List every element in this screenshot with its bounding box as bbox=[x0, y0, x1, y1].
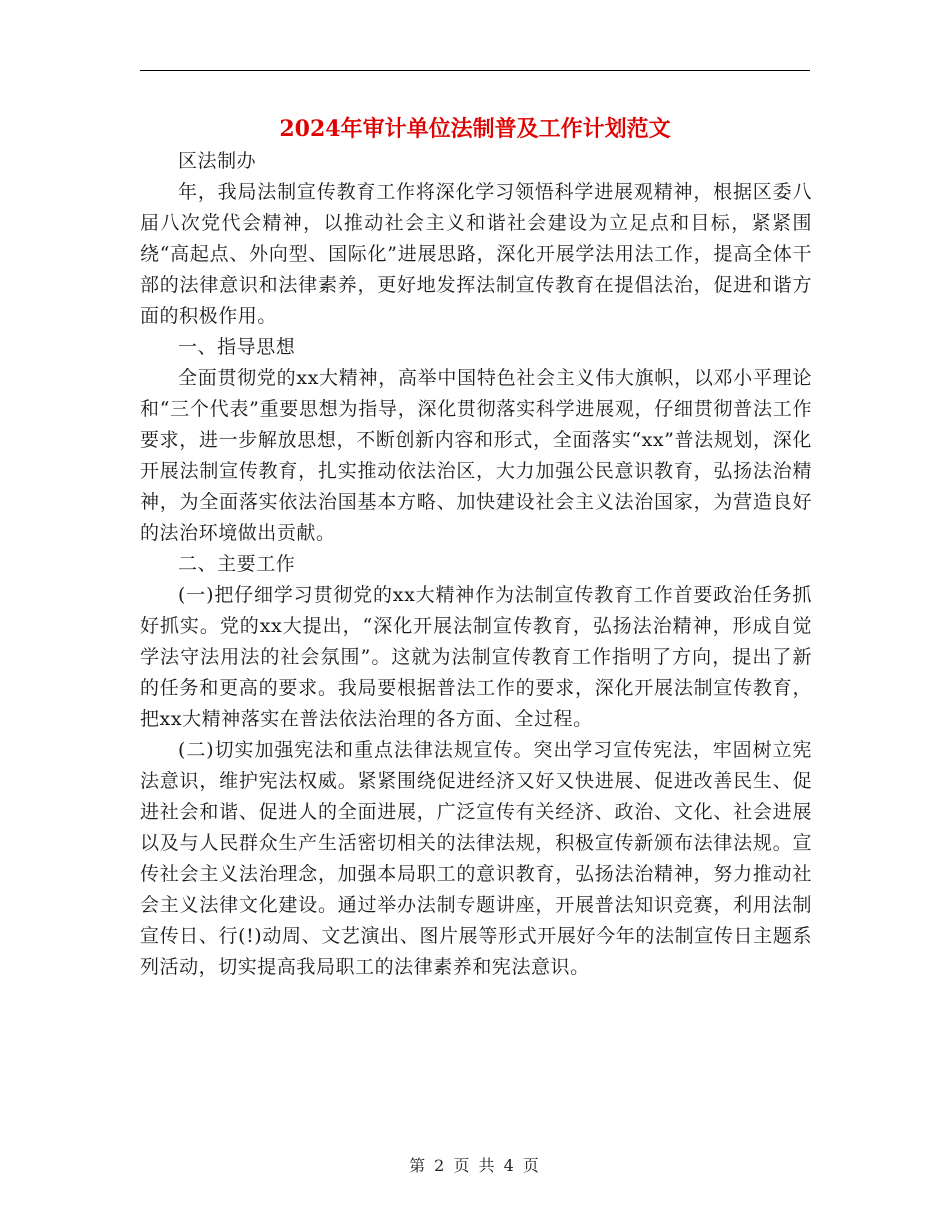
header-rule bbox=[140, 70, 810, 71]
guiding-ideology-paragraph: 全面贯彻党的xx大精神，高举中国特色社会主义伟大旗帜，以邓小平理论和“三个代表”重要思想为指导，深化贯彻落实科学进展观，仔细贯彻普法工作要求，进一步解放思想，不断创新内容和形式，全面落实“xx”普法规划，深化开展法制宣传教育，扎实推动依法治区，大力加强公民意识教育，弘扬法治精神，为全面落实依法治国基本方略、加快建设社会主义法治国家，为营造良好的法治环境做出贡献。 bbox=[140, 367, 812, 544]
main-work-item-1: (一)把仔细学习贯彻党的xx大精神作为法制宣传教育工作首要政治任务抓好抓实。党的xx大提出，“深化开展法制宣传教育，弘扬法治精神，形成自觉学法守法用法的社会氛围”。这就为法制宣传教育工作指明了方向，提出了新的任务和更高的要求。我局要根据普法工作的要求，深化开展法制宣传教育，把xx大精神落实在普法依法治理的各方面、全过程。 bbox=[140, 584, 812, 730]
document-title: 2024年审计单位法制普及工作计划范文 bbox=[279, 116, 671, 142]
section-heading-guiding-ideology: 一、指导思想 bbox=[178, 336, 296, 358]
author-line: 区法制办 bbox=[178, 150, 257, 172]
main-work-item-2: (二)切实加强宪法和重点法律法规宣传。突出学习宣传宪法，牢固树立宪法意识，维护宪法权威。紧紧围绕促进经济又好又快进展、促进改善民生、促进社会和谐、促进人的全面进展，广泛宣传有关经济、政治、文化、社会进展以及与人民群众生产生活密切相关的法律法规，积极宣传新颁布法律法规。宣传社会主义法治理念，加强本局职工的意识教育，弘扬法治精神，努力推动社会主义法律文化建设。通过举办法制专题讲座，开展普法知识竞赛，利用法制宣传日、行(!)动周、文艺演出、图片展等形式开展好今年的法制宣传日主题系列活动，切实提高我局职工的法律素养和宪法意识。 bbox=[140, 739, 812, 978]
document-body bbox=[140, 146, 812, 983]
section-heading-main-work: 二、主要工作 bbox=[178, 553, 296, 575]
page-number-footer: 第 2 页 共 4 页 bbox=[409, 1156, 541, 1175]
intro-paragraph: 年，我局法制宣传教育工作将深化学习领悟科学进展观精神，根据区委八届八次党代会精神，以推动社会主义和谐社会建设为立足点和目标，紧紧围绕“高起点、外向型、国际化”进展思路，深化开展学法用法工作，提高全体干部的法律意识和法律素养，更好地发挥法制宣传教育在提倡法治，促进和谐方面的积极作用。 bbox=[140, 181, 812, 327]
